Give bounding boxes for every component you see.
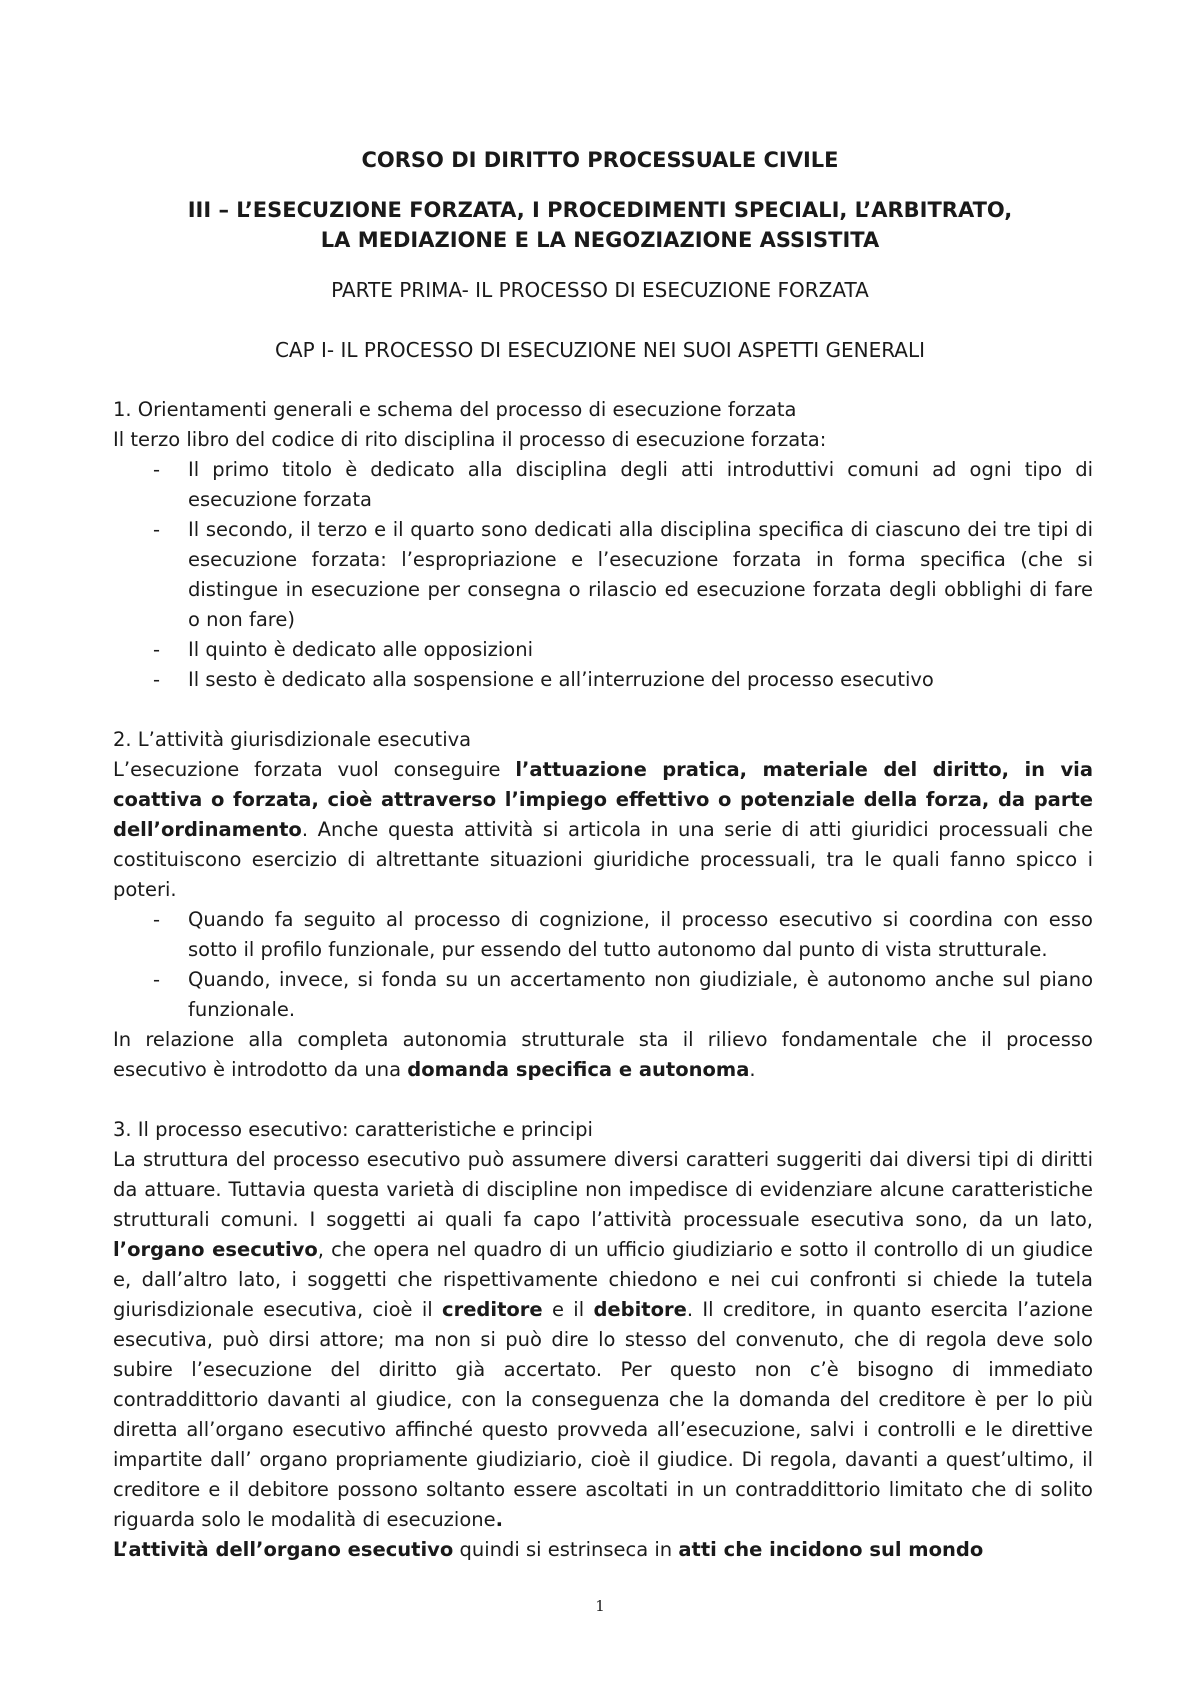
bullet-dash: - (153, 908, 161, 931)
list-item (113, 635, 1093, 665)
bullet-dash: - (153, 638, 161, 661)
list-item (113, 905, 1093, 965)
bullet-dash: - (153, 458, 161, 481)
section-spacer (113, 695, 1093, 725)
section-spacer (113, 1085, 1093, 1115)
text-run: . Anche questa attività si articola in una serie di atti giuridici processuali che costituiscono esercizio di altrettante situazioni giuridiche processuali, tra le quali fanno spicco i poteri. (113, 818, 1093, 901)
bold-text-run: l’organo esecutivo (113, 1238, 318, 1261)
list-item-text: Il sesto è dedicato alla sospensione e all’interruzione del processo esecutivo (188, 668, 934, 691)
text-run: e il (542, 1298, 594, 1321)
section-1-list (113, 455, 1093, 695)
bold-text-run: L’attività dell’organo esecutivo (113, 1538, 454, 1561)
list-item-text: Quando, invece, si fonda su un accertamento non giudiziale, è autonomo anche sul piano funzionale. (188, 968, 1093, 1021)
text-run: . Il creditore, in quanto esercita l’azione esecutiva, può dirsi attore; ma non si può dire lo stesso del convenuto, che di regola deve solo subire l’esecuzione del diritto già accertato. Per questo non c’è bisogno di immediato contraddittorio davanti al giudice, con la conseguenza che la domanda del creditore è per lo più diretta all’organo esecutivo affinché questo provveda all’esecuzione, salvi i controlli e le direttive impartite dall’ organo propriamente giudiziario, cioè il giudice. Di regola, davanti a quest’ultimo, il creditore e il debitore possono soltanto essere ascoltati in un contraddittorio limitato che di solito riguarda solo le modalità di esecuzione (113, 1298, 1093, 1531)
section-2-paragraph-2 (113, 1025, 1093, 1085)
list-item (113, 455, 1093, 515)
list-item (113, 665, 1093, 695)
list-item-text: Il quinto è dedicato alle opposizioni (188, 638, 534, 661)
text-run: . (749, 1058, 756, 1081)
section-3-paragraph (113, 1145, 1093, 1565)
list-item-text: Il primo titolo è dedicato alla disciplina degli atti introduttivi comuni ad ogni tipo di esecuzione forzata (188, 458, 1093, 511)
section-2-list (113, 905, 1093, 1025)
bold-text-run: domanda specifica e autonoma (407, 1058, 750, 1081)
section-1-intro: Il terzo libro del codice di rito disciplina il processo di esecuzione forzata: (113, 428, 827, 451)
text-run: La struttura del processo esecutivo può assumere diversi caratteri suggeriti dai diversi tipi di diritti da attuare. Tuttavia questa varietà di discipline non impedisce di evidenziare alcune caratteristiche strutturali comuni. I soggetti ai quali fa capo l’attività processuale esecutiva sono, da un lato, (113, 1148, 1093, 1231)
list-item-text: Il secondo, il terzo e il quarto sono dedicati alla disciplina specifica di ciascuno dei tre tipi di esecuzione forzata: l’espropriazione e l’esecuzione forzata in forma specifica (che si distingue in esecuzione per consegna o rilascio ed esecuzione forzata degli obblighi di fare o non fare) (188, 518, 1093, 631)
bold-text-run: . (495, 1508, 504, 1531)
section-3-heading: 3. Il processo esecutivo: caratteristiche e principi (113, 1118, 593, 1141)
section-2-paragraph-1 (113, 755, 1093, 905)
section-1-heading: 1. Orientamenti generali e schema del processo di esecuzione forzata (113, 398, 797, 421)
bold-text-run: debitore (593, 1298, 687, 1321)
list-item (113, 515, 1093, 635)
list-item-text: Quando fa seguito al processo di cognizione, il processo esecutivo si coordina con esso sotto il profilo funzionale, pur essendo del tutto autonomo dal punto di vista strutturale. (188, 908, 1093, 961)
bullet-dash: - (153, 968, 161, 991)
page-number: 1 (595, 1597, 605, 1615)
bullet-dash: - (153, 668, 161, 691)
text-run: quindi si estrinseca in (453, 1538, 679, 1561)
document-body (113, 395, 1093, 1565)
volume-title-line1: III – L’ESECUZIONE FORZATA, I PROCEDIMENTI SPECIALI, L’ARBITRATO, (187, 198, 1013, 222)
list-item (113, 965, 1093, 1025)
bold-text-run: l’attuazione pratica, materiale del diritto, in via coattiva o forzata, cioè attraverso l’impiego effettivo o potenziale della forza, da parte dell’ordinamento (113, 758, 1093, 841)
chapter-title: CAP I- IL PROCESSO DI ESECUZIONE NEI SUOI ASPETTI GENERALI (274, 338, 926, 362)
volume-title-line2: LA MEDIAZIONE E LA NEGOZIAZIONE ASSISTITA (320, 228, 880, 252)
text-run: In relazione alla completa autonomia strutturale sta il rilievo fondamentale che il processo esecutivo è introdotto da una (113, 1028, 1093, 1081)
section-2-heading: 2. L’attività giurisdizionale esecutiva (113, 728, 472, 751)
bullet-dash: - (153, 518, 161, 541)
bold-text-run: creditore (442, 1298, 543, 1321)
text-run: L’esecuzione forzata vuol conseguire (113, 758, 516, 781)
part-title: PARTE PRIMA- IL PROCESSO DI ESECUZIONE FORZATA (331, 278, 869, 302)
bold-text-run: atti che incidono sul mondo (678, 1538, 984, 1561)
course-title: CORSO DI DIRITTO PROCESSUALE CIVILE (361, 148, 839, 172)
text-run: , che opera nel quadro di un ufficio giudiziario e sotto il controllo di un giudice e, dall’altro lato, i soggetti che rispettivamente chiedono e nei cui confronti si chiede la tutela giurisdizionale esecutiva, cioè il (113, 1238, 1093, 1321)
